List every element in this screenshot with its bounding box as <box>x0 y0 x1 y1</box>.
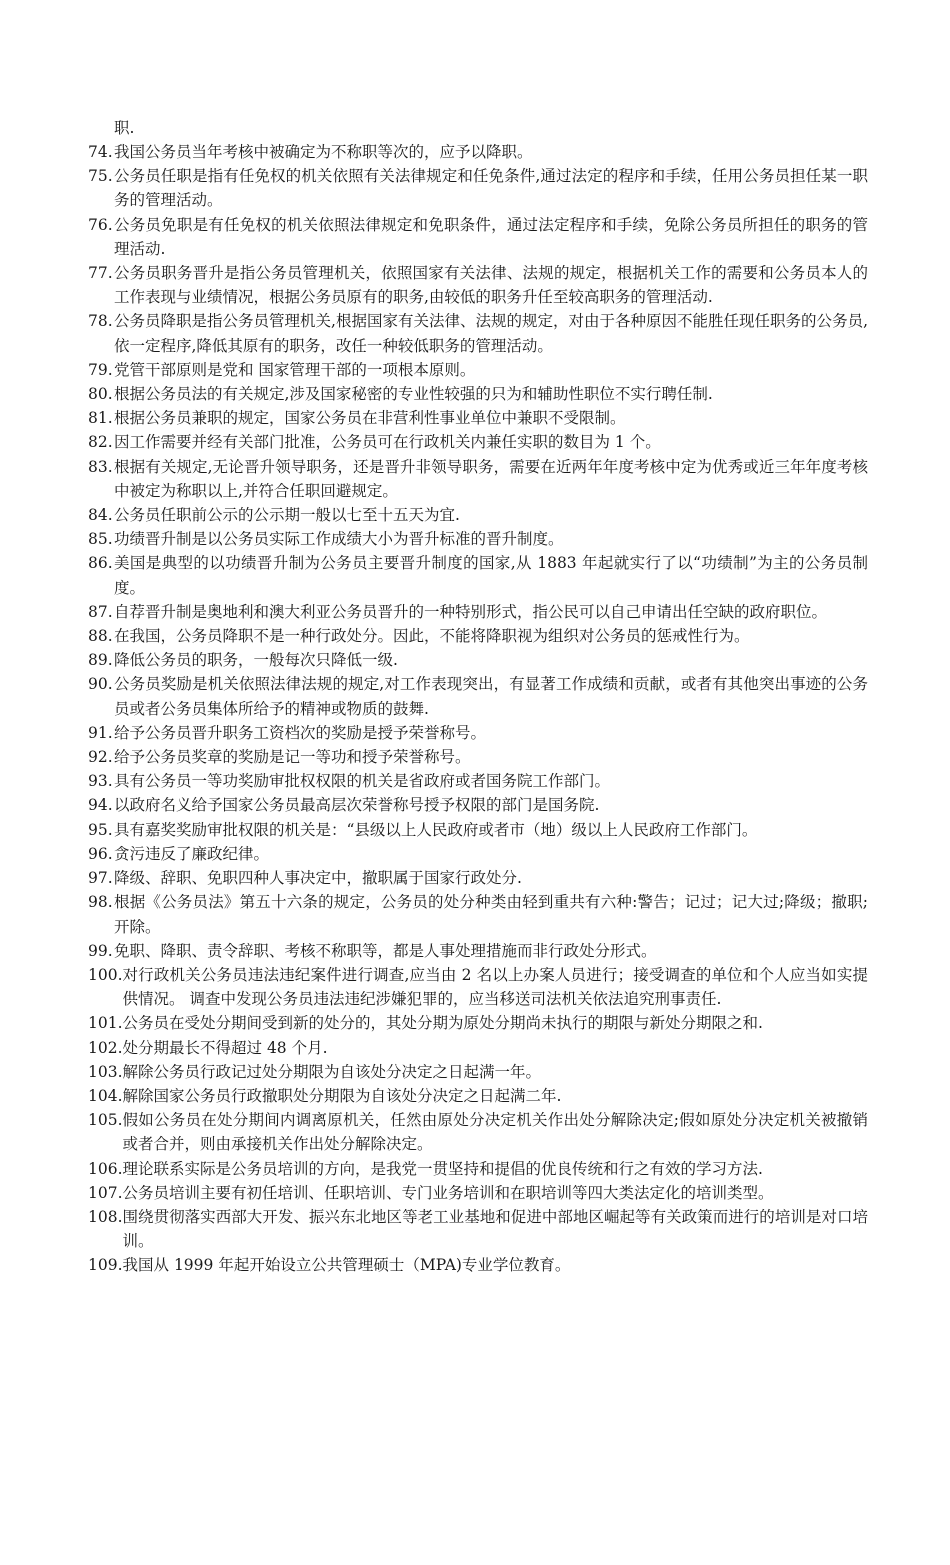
list-item <box>88 527 868 551</box>
item-text: 公务员职务晋升是指公务员管理机关，依照国家有关法律、法规的规定，根据机关工作的需要和公务员本人的工作表现与业绩情况，根据公务员原有的职务,由较低的职务升任至较高职务的管理活动. <box>114 264 868 307</box>
item-number: 89. <box>88 651 113 670</box>
list-item <box>88 624 868 648</box>
item-text: 公务员培训主要有初任培训、任职培训、专门业务培训和在职培训等四大类法定化的培训类型。 <box>122 1183 774 1202</box>
item-number: 87. <box>88 602 113 621</box>
item-text: 公务员在受处分期间受到新的处分的，其处分期为原处分期尚未执行的期限与新处分期限之和. <box>122 1014 763 1033</box>
list-item <box>88 842 868 866</box>
item-text: 在我国，公务员降职不是一种行政处分。因此，不能将降职视为组织对公务员的惩戒性行为。 <box>114 627 750 646</box>
list-item <box>88 1084 868 1108</box>
item-number: 101. <box>88 1014 123 1033</box>
list-item <box>88 430 868 454</box>
item-number: 105. <box>88 1111 123 1130</box>
item-number: 78. <box>88 312 113 331</box>
list-item <box>88 1181 868 1205</box>
item-number: 98. <box>88 893 113 912</box>
list-item <box>88 745 868 769</box>
item-text: 假如公务员在处分期间内调离原机关，任然由原处分决定机关作出处分解除决定;假如原处分决定机关被撤销或者合并，则由承接机关作出处分解除决定。 <box>122 1111 868 1154</box>
item-number: 81. <box>88 409 113 428</box>
item-number: 95. <box>88 820 113 839</box>
list-item <box>88 358 868 382</box>
item-number: 102. <box>88 1038 123 1057</box>
item-text: 给予公务员奖章的奖励是记一等功和授予荣誉称号。 <box>114 748 471 767</box>
item-number: 100. <box>88 965 123 984</box>
item-text: 自荐晋升制是奥地利和澳大利亚公务员晋升的一种特别形式，指公民可以自己申请出任空缺的政府职位。 <box>114 602 828 621</box>
item-text: 根据公务员兼职的规定，国家公务员在非营利性事业单位中兼职不受限制。 <box>114 409 626 428</box>
item-number: 97. <box>88 869 113 888</box>
item-text: 根据公务员法的有关规定,涉及国家秘密的专业性较强的只为和辅助性职位不实行聘任制. <box>114 385 713 404</box>
list-item <box>88 164 868 212</box>
item-number: 93. <box>88 772 113 791</box>
item-text: 根据有关规定,无论晋升领导职务，还是晋升非领导职务，需要在近两年年度考核中定为优秀或近三年年度考核中被定为称职以上,并符合任职回避规定。 <box>114 457 868 500</box>
item-text: 降低公务员的职务，一般每次只降低一级. <box>114 651 398 670</box>
list-item <box>88 261 868 309</box>
item-number: 91. <box>88 723 113 742</box>
item-number: 96. <box>88 844 113 863</box>
list-item <box>88 721 868 745</box>
item-text: 降级、辞职、免职四种人事决定中，撤职属于国家行政处分. <box>114 869 522 888</box>
item-number: 103. <box>88 1062 123 1081</box>
item-number: 75. <box>88 167 113 186</box>
list-item <box>88 1157 868 1181</box>
list-item <box>88 963 868 1011</box>
list-item <box>88 769 868 793</box>
item-text: 具有嘉奖奖励审批权限的机关是：“县级以上人民政府或者市（地）级以上人民政府工作部门。 <box>114 820 758 839</box>
list-item <box>88 406 868 430</box>
item-text: 功绩晋升制是以公务员实际工作成绩大小为晋升标准的晋升制度。 <box>114 530 564 549</box>
item-number: 107. <box>88 1183 123 1202</box>
item-text: 免职、降职、责令辞职、考核不称职等，都是人事处理措施而非行政处分形式。 <box>114 941 657 960</box>
item-text: 围绕贯彻落实西部大开发、振兴东北地区等老工业基地和促进中部地区崛起等有关政策而进行的培训是对口培训。 <box>122 1207 868 1251</box>
item-number: 108. <box>88 1207 123 1226</box>
item-text: 公务员奖励是机关依照法律法规的规定,对工作表现突出，有显著工作成绩和贡献，或者有其他突出事迹的公务员或者公务员集体所给予的精神或物质的鼓舞. <box>114 675 868 718</box>
item-number: 106. <box>88 1159 123 1178</box>
list-item <box>88 1205 868 1253</box>
list-item <box>88 600 868 624</box>
list-item <box>88 140 868 164</box>
item-number: 104. <box>88 1086 123 1105</box>
item-number: 82. <box>88 433 113 452</box>
item-text: 理论联系实际是公务员培训的方向，是我党一贯坚持和提倡的优良传统和行之有效的学习方法. <box>122 1159 763 1178</box>
item-number: 76. <box>88 215 113 234</box>
list-item <box>88 213 868 261</box>
item-text: 根据《公务员法》第五十六条的规定，公务员的处分种类由轻到重共有六种:警告；记过；记大过;降级；撤职;开除。 <box>114 893 868 936</box>
list-item <box>88 648 868 672</box>
item-text: 公务员降职是指公务员管理机关,根据国家有关法律、法规的规定，对由于各种原因不能胜任现任职务的公务员,依一定程序,降低其原有的职务，改任一种较低职务的管理活动。 <box>114 312 868 355</box>
item-text: 公务员任职是指有任免权的机关依照有关法律规定和任免条件,通过法定的程序和手续，任用公务员担任某一职务的管理活动。 <box>114 167 868 210</box>
item-number: 90. <box>88 675 113 694</box>
list-item <box>88 793 868 817</box>
continuation-text: 职. <box>114 119 135 137</box>
item-number: 88. <box>88 627 113 646</box>
item-text: 给予公务员晋升职务工资档次的奖励是授予荣誉称号。 <box>114 723 487 742</box>
item-text: 处分期最长不得超过 48 个月. <box>122 1038 328 1057</box>
item-number: 85. <box>88 530 113 549</box>
list-item <box>88 818 868 842</box>
list-item <box>88 866 868 890</box>
list-item <box>88 1108 868 1156</box>
item-number: 80. <box>88 385 113 404</box>
list-item <box>88 1253 868 1277</box>
item-text: 公务员免职是有任免权的机关依照法律规定和免职条件，通过法定程序和手续，免除公务员所担任的职务的管理活动. <box>114 215 868 258</box>
item-number: 92. <box>88 748 113 767</box>
item-text: 公务员任职前公示的公示期一般以七至十五天为宜. <box>114 506 460 525</box>
item-text: 具有公务员一等功奖励审批权权限的机关是省政府或者国务院工作部门。 <box>114 772 611 791</box>
list-item <box>88 503 868 527</box>
item-text: 我国从 1999 年起开始设立公共管理硕士（MPA)专业学位教育。 <box>122 1256 571 1275</box>
item-text: 因工作需要并经有关部门批准，公务员可在行政机关内兼任实职的数目为 1 个。 <box>114 433 661 452</box>
item-number: 74. <box>88 143 113 161</box>
item-number: 84. <box>88 506 113 525</box>
list-item <box>88 939 868 963</box>
list-item <box>88 551 868 599</box>
item-number: 94. <box>88 796 113 815</box>
item-number: 77. <box>88 264 113 283</box>
item-text: 贪污违反了廉政纪律。 <box>114 844 270 863</box>
item-number: 83. <box>88 457 113 476</box>
list-item <box>88 1060 868 1084</box>
list-item <box>88 382 868 406</box>
list-item <box>88 672 868 720</box>
item-text: 解除国家公务员行政撤职处分期限为自该处分决定之日起满二年. <box>122 1086 562 1105</box>
list-item <box>88 309 868 357</box>
list-item <box>88 1036 868 1060</box>
numbered-list <box>88 140 868 1278</box>
item-text: 解除公务员行政记过处分期限为自该处分决定之日起满一年。 <box>122 1062 542 1081</box>
item-text: 以政府名义给予国家公务员最高层次荣誉称号授予权限的部门是国务院. <box>114 796 600 815</box>
item-text: 美国是典型的以功绩晋升制为公务员主要晋升制度的国家,从 1883 年起就实行了以“功绩制”为主的公务员制度。 <box>114 554 868 597</box>
item-number: 86. <box>88 554 113 573</box>
item-number: 109. <box>88 1256 123 1275</box>
list-item <box>88 455 868 503</box>
list-item <box>88 1011 868 1035</box>
item-number: 99. <box>88 941 113 960</box>
item-text: 我国公务员当年考核中被确定为不称职等次的，应予以降职。 <box>114 143 533 161</box>
item-number: 79. <box>88 360 113 379</box>
list-item <box>88 890 868 938</box>
item-text: 党管干部原则是党和 国家管理干部的一项根本原则。 <box>114 360 476 379</box>
item-text: 对行政机关公务员违法违纪案件进行调查,应当由 2 名以上办案人员进行；接受调查的单位和个人应当如实提供情况。 调查中发现公务员违法违纪涉嫌犯罪的，应当移送司法机关依法追究刑事责任. <box>122 965 868 1009</box>
